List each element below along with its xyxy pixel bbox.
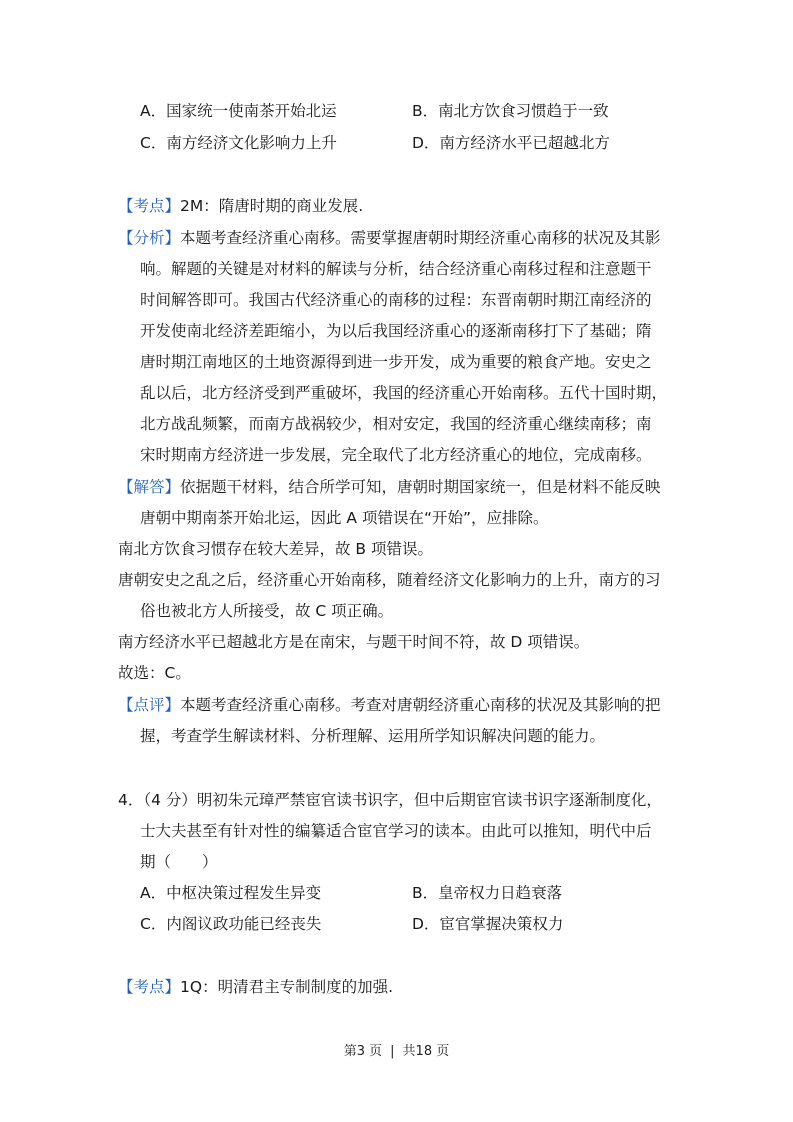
jieda-line: 南北方饮食习惯存在较大差异，故 B 项错误。 bbox=[118, 540, 433, 558]
fenxi-line: 北方战乱频繁，而南方战祸较少，相对安定，我国的经济重心继续南移；南 bbox=[140, 415, 652, 433]
q3-option-b: B．南北方饮食习惯趋于一致 bbox=[412, 102, 609, 120]
q3-jieda-first-line bbox=[118, 477, 661, 497]
q4-kaodian bbox=[118, 977, 393, 997]
fenxi-line: 响。解题的关键是对材料的解读与分析，结合经济重心南移过程和注意题干 bbox=[140, 260, 652, 278]
q4-option-c: C．内阁议政功能已经丧失 bbox=[140, 915, 322, 933]
q4-stem-line: 期（ ） bbox=[140, 853, 218, 871]
q3-option-c: C．南方经济文化影响力上升 bbox=[140, 134, 337, 152]
jieda-line: 俗也被北方人所接受，故 C 项正确。 bbox=[140, 602, 394, 620]
fenxi-line: 本题考查经济重心南移。需要掌握唐朝时期经济重心南移的状况及其影 bbox=[180, 229, 661, 247]
q4-stem-line: 士大夫甚至有针对性的编纂适合宦官学习的读本。由此可以推知，明代中后 bbox=[140, 822, 652, 840]
fenxi-line: 宋时期南方经济进一步发展，完全取代了北方经济重心的地位，完成南移。 bbox=[140, 446, 652, 464]
q4-option-d: D．宦官掌握决策权力 bbox=[412, 915, 564, 933]
q3-kaodian bbox=[118, 196, 363, 216]
q4-stem-line: 4．（4 分）明初朱元璋严禁宦官读书识字，但中后期宦官读书识字逐渐制度化， bbox=[118, 791, 662, 809]
q3-fenxi-first-line bbox=[118, 228, 661, 248]
jieda-line: 南方经济水平已超越北方是在南宋，与题干时间不符，故 D 项错误。 bbox=[118, 633, 590, 651]
q4-option-b: B．皇帝权力日趋衰落 bbox=[412, 884, 563, 902]
jieda-answer: 故选：C。 bbox=[118, 664, 191, 682]
q3-option-d: D．南方经济水平已超越北方 bbox=[412, 134, 610, 152]
jieda-line: 依据题干材料，结合所学可知，唐朝时期国家统一，但是材料不能反映 bbox=[180, 478, 661, 496]
jieda-tag: 【解答】 bbox=[118, 478, 181, 496]
dianping-tag: 【点评】 bbox=[118, 696, 181, 714]
q4-option-a: A．中枢决策过程发生异变 bbox=[140, 884, 322, 902]
kaodian-tag: 【考点】 bbox=[118, 197, 181, 215]
jieda-line: 唐朝安史之乱之后，经济重心开始南移，随着经济文化影响力的上升，南方的习 bbox=[118, 571, 661, 589]
fenxi-line: 时间解答即可。我国古代经济重心的南移的过程：东晋南朝时期江南经济的 bbox=[140, 291, 652, 309]
page-total: 共18 页 bbox=[402, 1044, 450, 1059]
fenxi-line: 乱以后，北方经济受到严重破坏，我国的经济重心开始南移。五代十国时期， bbox=[140, 384, 668, 402]
fenxi-line: 唐时期江南地区的土地资源得到进一步开发，成为重要的粮食产地。安史之 bbox=[140, 353, 652, 371]
q3-dianping-first-line bbox=[118, 695, 661, 715]
fenxi-line: 开发使南北经济差距缩小，为以后我国经济重心的逐渐南移打下了基础；隋 bbox=[140, 322, 652, 340]
kaodian-text: 2M：隋唐时期的商业发展. bbox=[180, 197, 364, 215]
jieda-line: 唐朝中期南茶开始北运，因此 A 项错误在“开始”，应排除。 bbox=[140, 509, 549, 527]
page-number: 第3 页 bbox=[343, 1044, 383, 1059]
q3-option-a: A．国家统一使南茶开始北运 bbox=[140, 102, 337, 120]
kaodian-text: 1Q：明清君主专制制度的加强. bbox=[180, 978, 394, 996]
fenxi-tag: 【分析】 bbox=[118, 229, 181, 247]
footer-separator: | bbox=[390, 1044, 395, 1059]
page-footer bbox=[0, 1040, 793, 1059]
dianping-line: 本题考查经济重心南移。考查对唐朝经济重心南移的状况及其影响的把 bbox=[180, 696, 661, 714]
dianping-line: 握，考查学生解读材料、分析理解、运用所学知识解决问题的能力。 bbox=[140, 727, 606, 745]
kaodian-tag: 【考点】 bbox=[118, 978, 181, 996]
